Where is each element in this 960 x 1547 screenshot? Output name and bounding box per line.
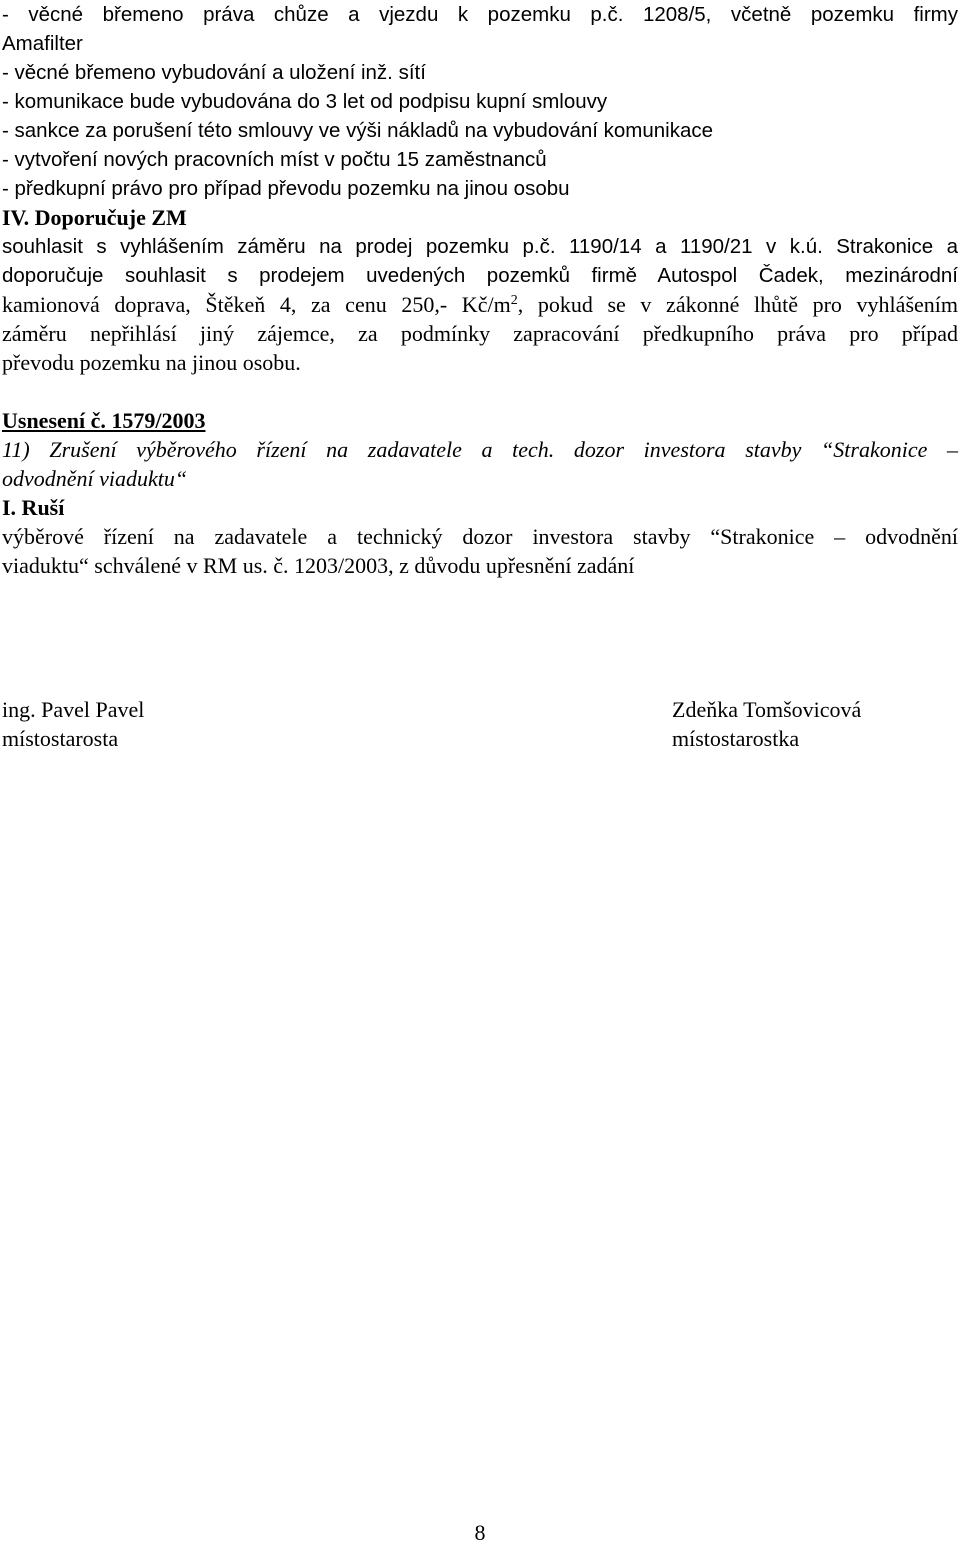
condition-easement-access: - věcné břemeno práva chůze a vjezdu k pozemku p.č. 1208/5, včetně pozemku firmy <box>2 3 958 26</box>
section-iv-heading: IV. Doporučuje ZM <box>2 205 187 230</box>
conditions-list <box>2 0 958 203</box>
condition-road-construction: - komunikace bude vybudována do 3 let od podpisu kupní smlouvy <box>2 90 608 113</box>
condition-sanctions: - sankce za porušení této smlouvy ve výši nákladů na vybudování komunikace <box>2 119 714 142</box>
decision-text-line-2: viaduktu“ schválené v RM us. č. 1203/2003, z důvodu upřesnění zadání <box>2 553 635 578</box>
section-iv <box>2 203 958 377</box>
resolution-block <box>2 406 958 580</box>
condition-preemption-right: - předkupní právo pro případ převodu pozemku na jinou osobu <box>2 177 570 200</box>
signature-right-name: Zdeňka Tomšovicová <box>672 697 862 722</box>
section-iv-line-3-b: , pokud se v zákonné lhůtě pro vyhlášením <box>517 292 958 317</box>
item-title-line-1: 11) Zrušení výběrového řízení na zadavatele a tech. dozor investora stavby “Strakonice – <box>2 437 958 462</box>
condition-easement-networks: - věcné břemeno vybudování a uložení inž. sítí <box>2 61 426 84</box>
page-number: 8 <box>474 1520 486 1545</box>
document-page <box>2 0 958 580</box>
condition-jobs: - vytvoření nových pracovních míst v počtu 15 zaměstnanců <box>2 148 547 171</box>
spacer <box>2 377 958 406</box>
signature-left-role: místostarosta <box>2 726 119 751</box>
resolution-label: Usnesení č. 1579/2003 <box>2 408 206 433</box>
signature-right-role: místostarostka <box>672 726 800 751</box>
signature-left-name: ing. Pavel Pavel <box>2 697 145 722</box>
decision-heading: I. Ruší <box>2 495 65 520</box>
section-iv-line-3 <box>2 290 958 319</box>
section-iv-line-4: záměru nepřihlásí jiný zájemce, za podmínky zapracování předkupního práva pro případ <box>2 321 958 346</box>
section-iv-line-3-a: kamionová doprava, Štěkeň 4, za cenu 250,- Kč/m <box>2 292 511 317</box>
section-iv-line-2: doporučuje souhlasit s prodejem uvedených pozemků firmě Autospol Čadek, mezinárodní <box>2 264 958 287</box>
section-iv-line-5: převodu pozemku na jinou osobu. <box>2 350 301 375</box>
signature-left <box>2 695 144 753</box>
condition-easement-access-cont: Amafilter <box>2 32 83 55</box>
section-iv-line-1: souhlasit s vyhlášením záměru na prodej pozemku p.č. 1190/14 a 1190/21 v k.ú. Strakonice a <box>2 235 958 258</box>
square-meter-superscript: 2 <box>510 293 518 308</box>
decision-text-line-1: výběrové řízení na zadavatele a technický dozor investora stavby “Strakonice – odvodnění <box>2 524 958 549</box>
signature-right <box>672 695 861 753</box>
item-title-line-2: odvodnění viaduktu“ <box>2 466 188 491</box>
